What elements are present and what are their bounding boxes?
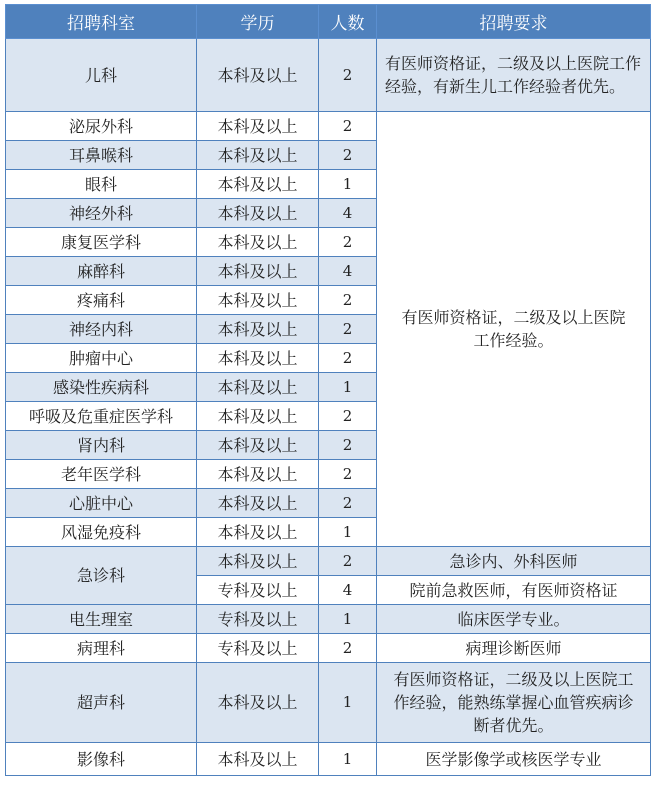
recruitment-table [5,4,651,776]
table-row [6,547,651,576]
count-cell: 2 [319,402,377,431]
department-cell: 肾内科 [6,431,197,460]
department-cell: 感染性疾病科 [6,373,197,402]
department-cell: 影像科 [6,743,197,776]
education-cell: 本科及以上 [197,344,319,373]
table-row [6,605,651,634]
count-cell: 2 [319,39,377,112]
education-cell: 本科及以上 [197,518,319,547]
department-cell: 电生理室 [6,605,197,634]
requirement-cell: 急诊内、外科医师 [377,547,651,576]
count-cell: 2 [319,634,377,663]
table-row [6,743,651,776]
header-row [6,5,651,39]
department-cell: 急诊科 [6,547,197,605]
table-row [6,634,651,663]
count-cell: 1 [319,605,377,634]
department-cell: 泌尿外科 [6,112,197,141]
education-cell: 本科及以上 [197,199,319,228]
count-cell: 2 [319,547,377,576]
count-cell: 1 [319,663,377,743]
count-cell: 1 [319,743,377,776]
education-cell: 本科及以上 [197,170,319,199]
education-cell: 本科及以上 [197,663,319,743]
education-cell: 本科及以上 [197,431,319,460]
count-cell: 1 [319,170,377,199]
ultrasound-requirement-text: 有医师资格证，二级及以上医院工作经验，能熟练掌握心血管疾病诊断者优先。 [393,670,634,735]
count-cell: 2 [319,344,377,373]
requirement-cell [377,663,651,743]
count-cell: 2 [319,286,377,315]
count-cell: 1 [319,518,377,547]
count-cell: 2 [319,431,377,460]
count-cell: 1 [319,373,377,402]
count-cell: 4 [319,576,377,605]
department-cell: 呼吸及危重症医学科 [6,402,197,431]
education-cell: 本科及以上 [197,402,319,431]
education-cell: 本科及以上 [197,112,319,141]
count-cell: 4 [319,257,377,286]
header-requirements: 招聘要求 [377,5,651,39]
education-cell: 本科及以上 [197,489,319,518]
department-cell: 儿科 [6,39,197,112]
department-cell: 康复医学科 [6,228,197,257]
count-cell: 4 [319,199,377,228]
education-cell: 本科及以上 [197,315,319,344]
department-cell: 疼痛科 [6,286,197,315]
education-cell: 本科及以上 [197,547,319,576]
education-cell: 专科及以上 [197,576,319,605]
count-cell: 2 [319,228,377,257]
education-cell: 本科及以上 [197,257,319,286]
table-row [6,663,651,743]
requirement-cell: 有医师资格证，二级及以上医院工作经验，有新生儿工作经验者优先。 [377,39,651,112]
education-cell: 本科及以上 [197,141,319,170]
count-cell: 2 [319,315,377,344]
education-cell: 专科及以上 [197,605,319,634]
header-education: 学历 [197,5,319,39]
count-cell: 2 [319,460,377,489]
education-cell: 本科及以上 [197,39,319,112]
group-requirement-text: 有医师资格证，二级及以上医院工作经验。 [401,308,626,350]
department-cell: 病理科 [6,634,197,663]
department-cell: 麻醉科 [6,257,197,286]
requirement-cell: 临床医学专业。 [377,605,651,634]
education-cell: 专科及以上 [197,634,319,663]
education-cell: 本科及以上 [197,228,319,257]
requirement-cell: 病理诊断医师 [377,634,651,663]
count-cell: 2 [319,112,377,141]
department-cell: 心脏中心 [6,489,197,518]
requirement-cell: 院前急救医师，有医师资格证 [377,576,651,605]
department-cell: 肿瘤中心 [6,344,197,373]
department-cell: 眼科 [6,170,197,199]
education-cell: 本科及以上 [197,460,319,489]
group-requirement-cell [377,112,651,547]
education-cell: 本科及以上 [197,373,319,402]
department-cell: 超声科 [6,663,197,743]
table-row [6,112,651,141]
education-cell: 本科及以上 [197,286,319,315]
department-cell: 神经内科 [6,315,197,344]
education-cell: 本科及以上 [197,743,319,776]
header-count: 人数 [319,5,377,39]
requirement-cell: 医学影像学或核医学专业 [377,743,651,776]
count-cell: 2 [319,141,377,170]
table-row [6,39,651,112]
count-cell: 2 [319,489,377,518]
header-department: 招聘科室 [6,5,197,39]
department-cell: 耳鼻喉科 [6,141,197,170]
department-cell: 老年医学科 [6,460,197,489]
department-cell: 风湿免疫科 [6,518,197,547]
department-cell: 神经外科 [6,199,197,228]
